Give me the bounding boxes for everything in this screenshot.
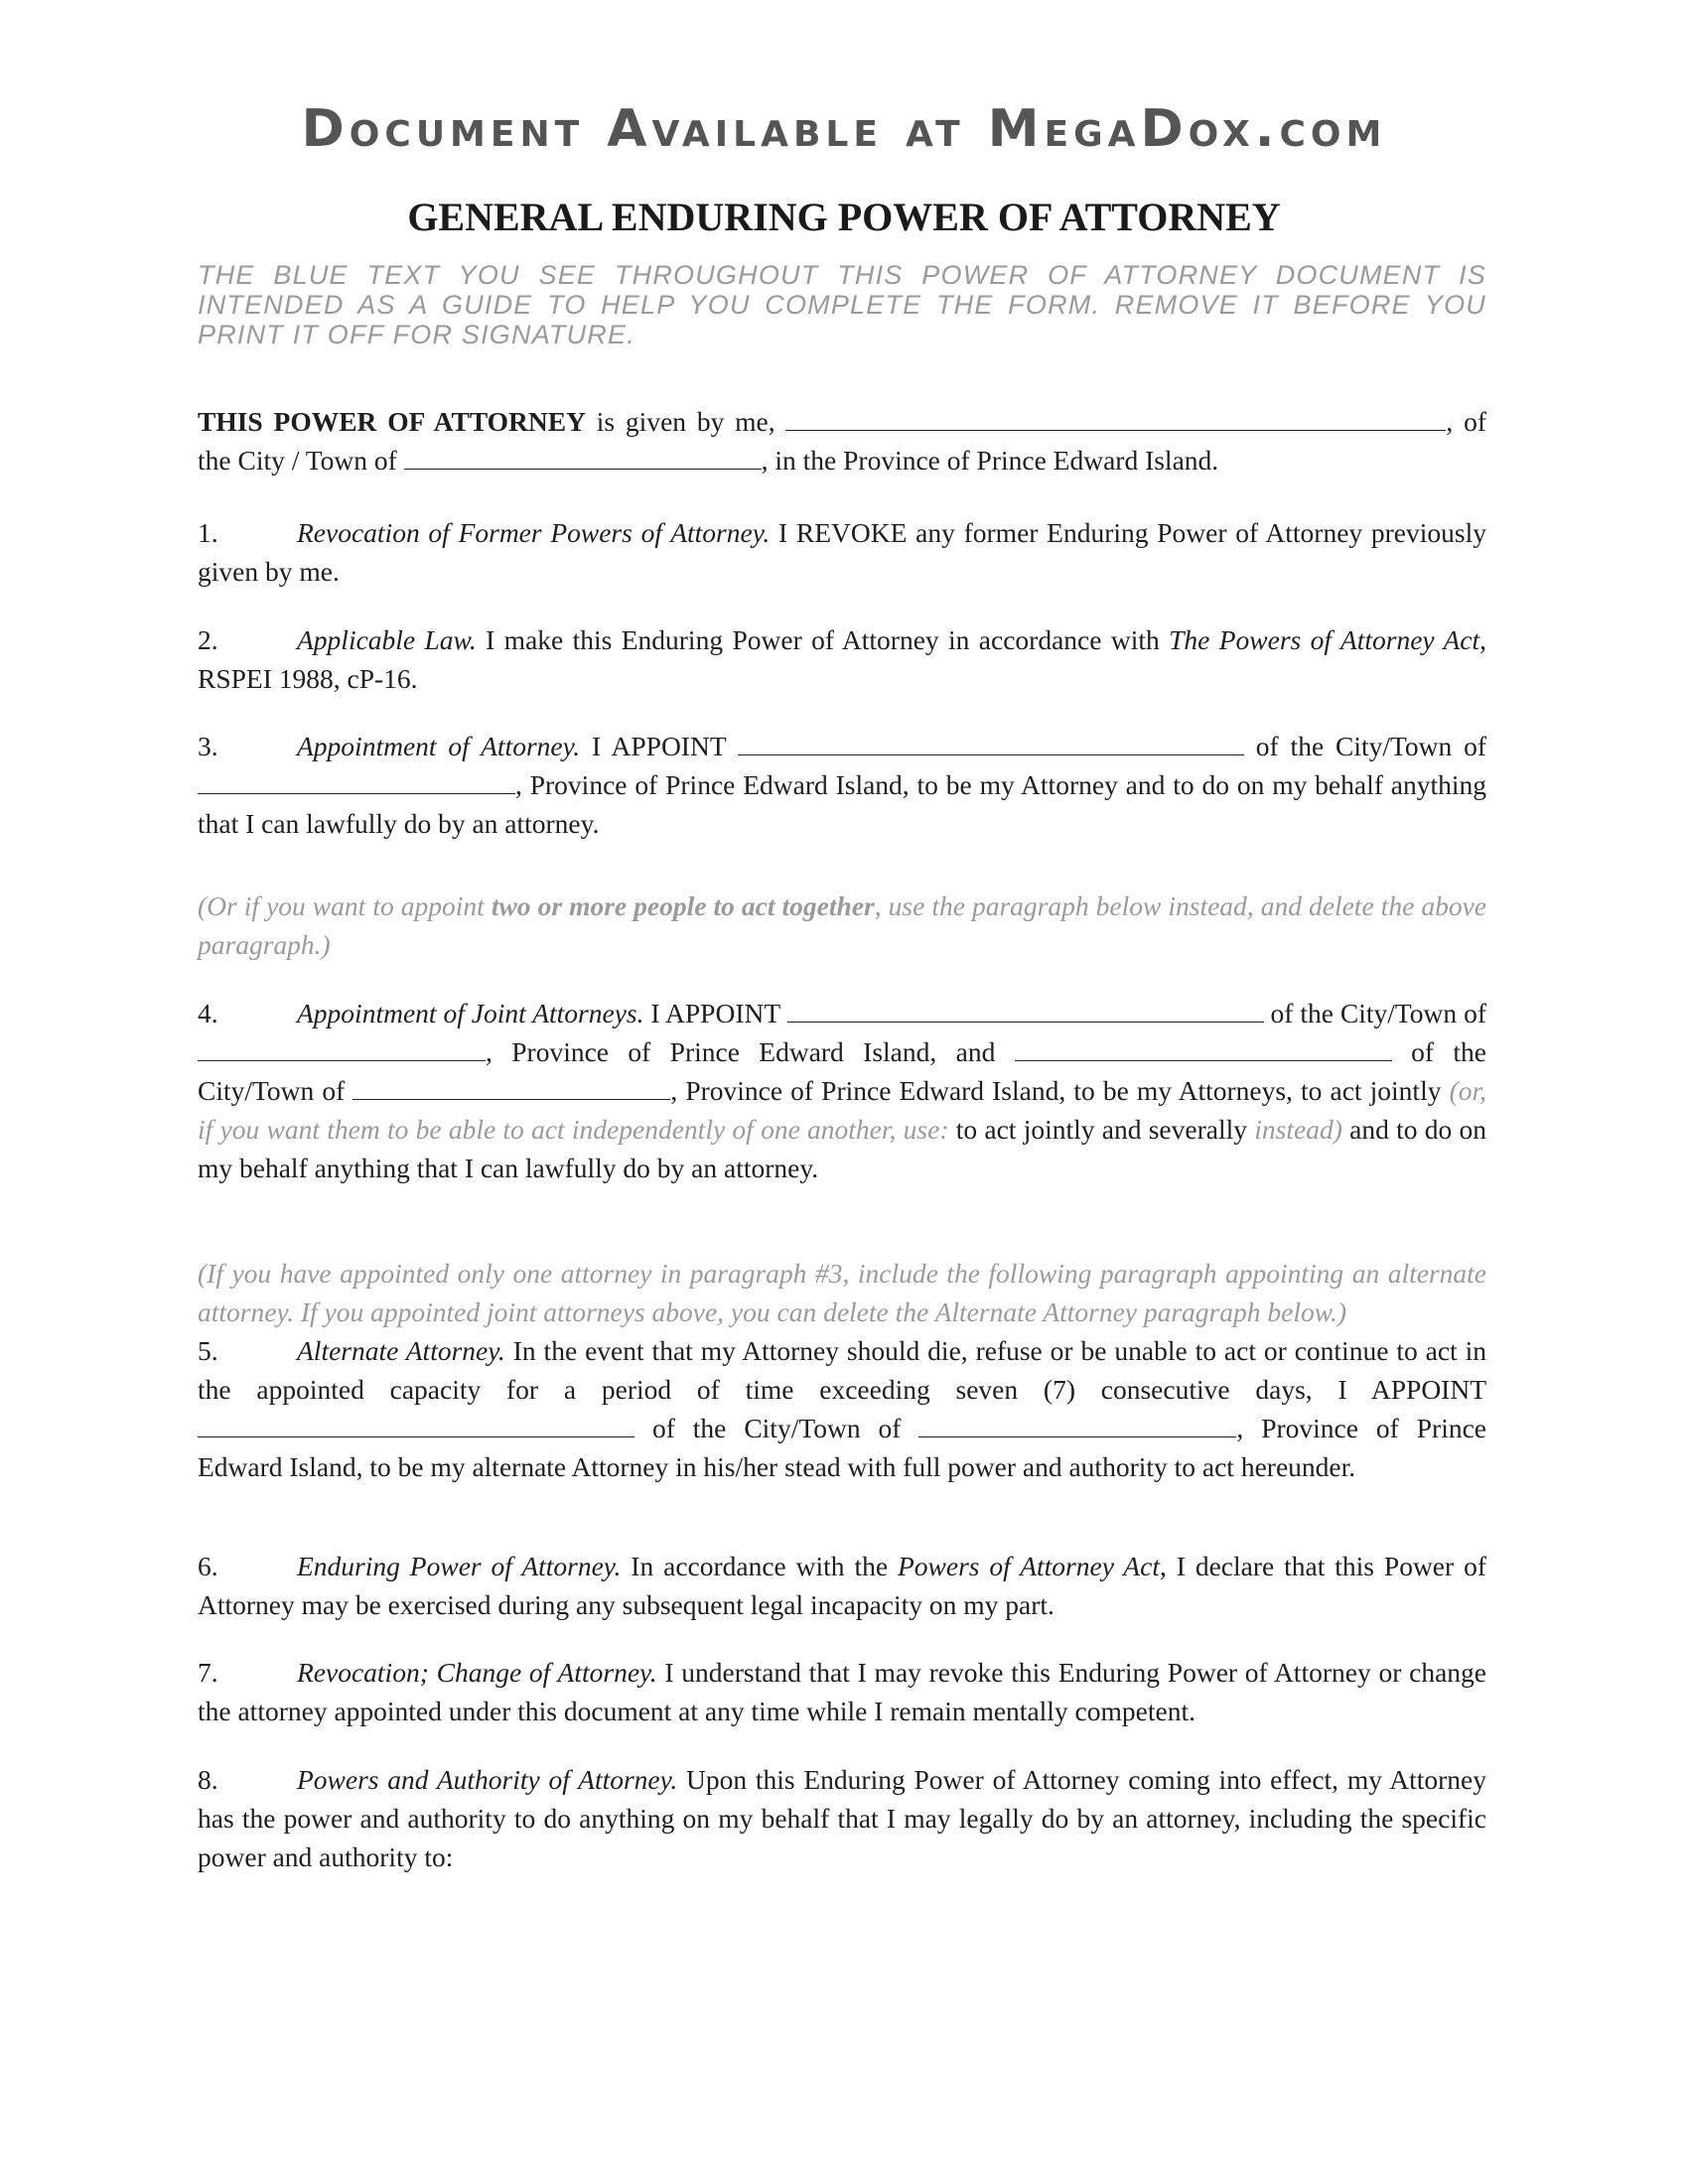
section-5-heading: Alternate Attorney. [297, 1335, 505, 1366]
grantor-city-blank[interactable] [404, 447, 762, 470]
attorney-city-blank[interactable] [198, 771, 515, 794]
alternate-attorney-city-blank[interactable] [918, 1415, 1236, 1437]
section-8: 8. Powers and Authority of Attorney. Upon this Enduring Power of Attorney coming into effect, my Attorney has the power and authority to do anything on my behalf that I may legally do by an attorney, including the specific power and authority to: [198, 1764, 1486, 1872]
section-4-heading: Appointment of Joint Attorneys. [297, 998, 644, 1028]
section-7-heading: Revocation; Change of Attorney. [297, 1657, 657, 1688]
attorney-name-blank[interactable] [738, 733, 1244, 755]
guide-note-alternate: (If you have appointed only one attorney in paragraph #3, include the following paragraph appointing an alternate attorney. If you appointed joint attorneys above, you can delete the Alternate Attorney paragraph below.) [198, 1258, 1486, 1327]
guide-note-intro: THE BLUE TEXT YOU SEE THROUGHOUT THIS POWER OF ATTORNEY DOCUMENT IS INTENDED AS A GUIDE TO HELP YOU COMPLETE THE FORM. REMOVE IT BEFORE YOU PRINT IT OFF FOR SIGNATURE. [198, 260, 1486, 349]
watermark-banner: Document Available at MegaDox.com [301, 99, 1387, 159]
intro-lead: THIS POWER OF ATTORNEY [198, 406, 586, 437]
section-8-heading: Powers and Authority of Attorney. [297, 1764, 678, 1795]
section-7: 7. Revocation; Change of Attorney. I understand that I may revoke this Enduring Power of Attorney or change the attorney appointed under this document at any time while I remain mentally competent. [198, 1657, 1486, 1726]
guide-note-joint: (Or if you want to appoint two or more people to act together, use the paragraph below instead, and delete the above paragraph.) [198, 890, 1486, 960]
joint-attorney-2-name-blank[interactable] [1015, 1038, 1392, 1061]
grantor-name-blank[interactable] [785, 408, 1446, 431]
alternate-attorney-name-blank[interactable] [198, 1415, 634, 1437]
intro-paragraph: THIS POWER OF ATTORNEY is given by me, , of the City / Town of , in the Province of Prince Edward Island. [198, 406, 1486, 476]
section-6-heading: Enduring Power of Attorney. [297, 1551, 622, 1581]
joint-attorney-1-city-blank[interactable] [198, 1038, 486, 1061]
section-1: 1. Revocation of Former Powers of Attorney. I REVOKE any former Enduring Power of Attorney previously given by me. [198, 517, 1486, 587]
section-4: 4. Appointment of Joint Attorneys. I APPOINT of the City/Town of , Province of Prince Edward Island, and of the City/Town of , Province of Prince Edward Island, to be my Attorneys, to act jointly (or, if you want them to be able to act independently of one another, use: to act jointly and severally instead) and to do on my behalf anything that I can lawfully do by an attorney. [198, 998, 1486, 1183]
section-2: 2. Applicable Law. I make this Enduring Power of Attorney in accordance with The Powers of Attorney Act, RSPEI 1988, cP-16. [198, 624, 1487, 694]
joint-attorney-1-name-blank[interactable] [787, 1000, 1264, 1023]
section-1-heading: Revocation of Former Powers of Attorney. [297, 517, 771, 548]
section-3: 3. Appointment of Attorney. I APPOINT of the City/Town of , Province of Prince Edward Island, to be my Attorney and to do on my behalf anything that I can lawfully do by an attorney. [198, 731, 1486, 839]
section-6: 6. Enduring Power of Attorney. In accordance with the Powers of Attorney Act, I declare that this Power of Attorney may be exercised during any subsequent legal incapacity on my part. [198, 1551, 1486, 1620]
section-3-heading: Appointment of Attorney. [297, 731, 581, 761]
joint-attorney-2-city-blank[interactable] [352, 1077, 670, 1100]
document-title: GENERAL ENDURING POWER OF ATTORNEY [407, 195, 1281, 239]
section-5: 5. Alternate Attorney. In the event that my Attorney should die, refuse or be unable to act or continue to act in the appointed capacity for a period of time exceeding seven (7) consecutive days, I APPOINT of the City/Town of , Province of Prince Edward Island, to be my alternate Attorney in his/her stead with full power and authority to act hereunder. [198, 1335, 1487, 1482]
section-2-heading: Applicable Law. [297, 624, 477, 655]
